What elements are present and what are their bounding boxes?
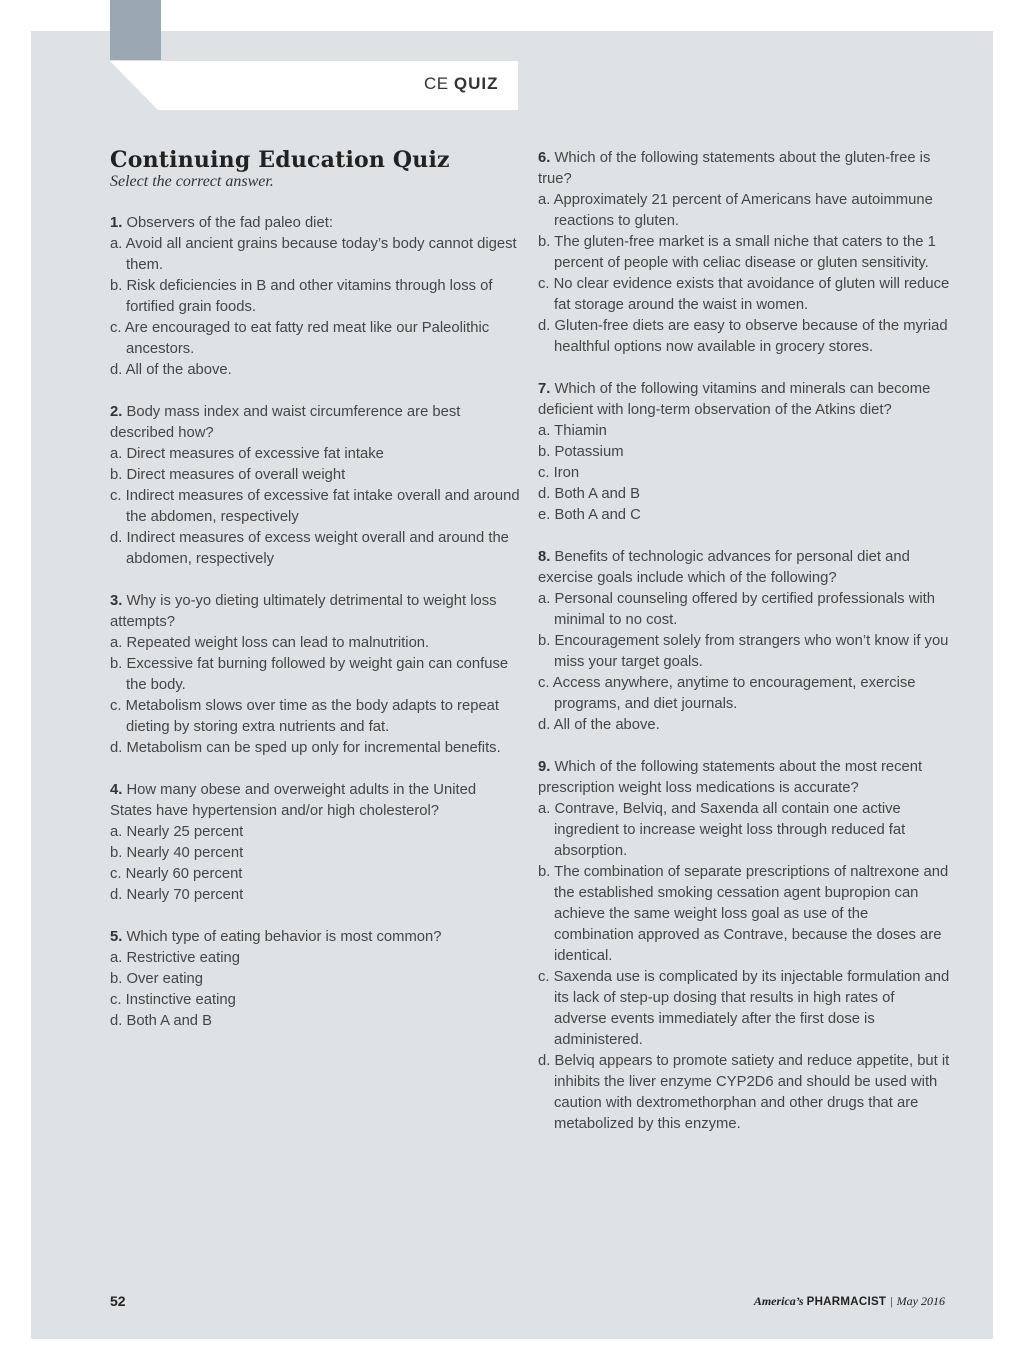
answer-option: c. Instinctive eating [110, 992, 236, 1008]
answer-option: d. All of the above. [110, 362, 232, 378]
answer-option: d. Both A and B [110, 1013, 213, 1029]
question-number: 9. [538, 759, 551, 775]
question-number: 2. [110, 404, 123, 420]
question-text [538, 379, 950, 421]
answer-option: b. Risk deficiencies in B and other vitamins through loss of fortified grain foods. [110, 278, 493, 315]
answer-option: d. Indirect measures of excess weight overall and around the abdomen, respectively [110, 530, 509, 567]
question-number: 8. [538, 549, 551, 565]
answer-option: a. Thiamin [538, 423, 607, 439]
answer-option: d. Belviq appears to promote satiety and reduce appetite, but it inhibits the liver enzyme CYP2D6 and should be used with caution with dextromethorphan and other drugs that are metabolized by this enzyme. [538, 1053, 950, 1132]
question-text [538, 547, 950, 589]
answer-option: a. Repeated weight loss can lead to malnutrition. [110, 635, 430, 651]
answer-option: d. Nearly 70 percent [110, 887, 244, 903]
question-number: 3. [110, 593, 123, 609]
question-prompt: Which of the following statements about the gluten-free is true? [538, 150, 931, 187]
answer-option: e. Both A and C [538, 507, 641, 523]
answer-option: b. Direct measures of overall weight [110, 467, 346, 483]
answer-option: a. Personal counseling offered by certified professionals with minimal to no cost. [538, 591, 936, 628]
question-text [110, 780, 520, 822]
question-prompt: Which type of eating behavior is most common? [126, 929, 442, 945]
question-6 [538, 148, 950, 358]
question-8 [538, 547, 950, 736]
section-label [424, 74, 498, 94]
question-text [110, 591, 520, 633]
quiz-title: Continuing Education Quiz [110, 147, 450, 173]
footer-separator: | [890, 1294, 893, 1308]
answer-option: b. The combination of separate prescriptions of naltrexone and the established smoking cessation agent bupropion can achieve the same weight loss goal as use of the combination approved as Contrave, because the doses are identical. [538, 864, 949, 964]
question-text [110, 402, 520, 444]
answer-option: d. Metabolism can be sped up only for incremental benefits. [110, 740, 501, 756]
answer-option: b. Over eating [110, 971, 203, 987]
answer-option: d. Gluten-free diets are easy to observe because of the myriad healthful options now available in grocery stores. [538, 318, 948, 355]
answer-option: a. Approximately 21 percent of Americans have autoimmune reactions to gluten. [538, 192, 933, 229]
question-text [110, 927, 520, 948]
question-text [110, 213, 520, 234]
footer-credit [754, 1294, 945, 1309]
question-prompt: Which of the following statements about the most recent prescription weight loss medications is accurate? [538, 759, 923, 796]
footer-brand-italic: America’s [753, 1294, 804, 1308]
answer-option: a. Nearly 25 percent [110, 824, 244, 840]
question-number: 4. [110, 782, 123, 798]
question-number: 6. [538, 150, 551, 166]
answer-option: c. Indirect measures of excessive fat intake overall and around the abdomen, respectively [110, 488, 520, 525]
question-prompt: Why is yo-yo dieting ultimately detrimental to weight loss attempts? [110, 593, 497, 630]
answer-option: a. Contrave, Belviq, and Saxenda all contain one active ingredient to increase weight loss through reduced fat absorption. [538, 801, 906, 859]
question-prompt: Body mass index and waist circumference are best described how? [110, 404, 461, 441]
question-number: 7. [538, 381, 551, 397]
right-column [538, 148, 950, 1156]
answer-option: c. No clear evidence exists that avoidance of gluten will reduce fat storage around the waist in women. [538, 276, 950, 313]
answer-option: a. Restrictive eating [110, 950, 240, 966]
answer-option: d. Both A and B [538, 486, 641, 502]
question-text [538, 757, 950, 799]
question-prompt: Observers of the fad paleo diet: [126, 215, 333, 231]
answer-option: b. Encouragement solely from strangers who won’t know if you miss your target goals. [538, 633, 949, 670]
section-label-main: QUIZ [453, 74, 499, 93]
question-3 [110, 591, 520, 759]
answer-option: a. Avoid all ancient grains because today’s body cannot digest them. [110, 236, 517, 273]
question-7 [538, 379, 950, 526]
section-label-prefix: CE [424, 74, 449, 93]
question-5 [110, 927, 520, 1032]
answer-option: d. All of the above. [538, 717, 660, 733]
answer-option: c. Iron [538, 465, 580, 481]
question-number: 5. [110, 929, 123, 945]
left-column [110, 148, 520, 1053]
answer-option: c. Metabolism slows over time as the body adapts to repeat dieting by storing extra nutrients and fat. [110, 698, 500, 735]
corner-tab [110, 0, 161, 60]
footer-brand-caps: PHARMACIST [806, 1296, 887, 1308]
answer-option: c. Are encouraged to eat fatty red meat like our Paleolithic ancestors. [110, 320, 490, 357]
question-4 [110, 780, 520, 906]
page-number: 52 [110, 1293, 126, 1309]
question-9 [538, 757, 950, 1135]
answer-option: b. Nearly 40 percent [110, 845, 244, 861]
question-1 [110, 213, 520, 381]
answer-option: c. Access anywhere, anytime to encouragement, exercise programs, and diet journals. [538, 675, 916, 712]
question-text [538, 148, 950, 190]
quiz-subtitle: Select the correct answer. [110, 173, 274, 190]
footer-issue-date: May 2016 [896, 1294, 945, 1308]
question-number: 1. [110, 215, 123, 231]
answer-option: b. The gluten-free market is a small niche that caters to the 1 percent of people with celiac disease or gluten sensitivity. [538, 234, 936, 271]
answer-option: c. Saxenda use is complicated by its injectable formulation and its lack of step-up dosing that results in high rates of adverse events immediately after the first dose is administered. [538, 969, 950, 1048]
answer-option: b. Potassium [538, 444, 624, 460]
question-prompt: Benefits of technologic advances for personal diet and exercise goals include which of the following? [538, 549, 910, 586]
answer-option: c. Nearly 60 percent [110, 866, 243, 882]
question-2 [110, 402, 520, 570]
question-prompt: Which of the following vitamins and minerals can become deficient with long-term observation of the Atkins diet? [538, 381, 931, 418]
answer-option: b. Excessive fat burning followed by weight gain can confuse the body. [110, 656, 509, 693]
question-prompt: How many obese and overweight adults in the United States have hypertension and/or high cholesterol? [110, 782, 477, 819]
answer-option: a. Direct measures of excessive fat intake [110, 446, 384, 462]
